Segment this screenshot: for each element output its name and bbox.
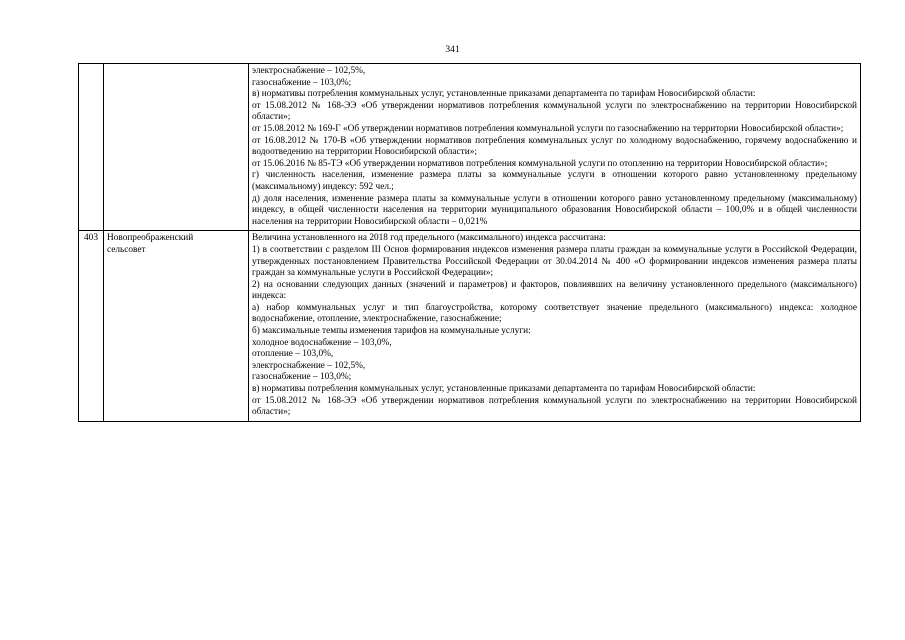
description-paragraph: отопление – 103,0%, bbox=[252, 349, 334, 360]
row-number-cell: 403 bbox=[79, 231, 104, 422]
row-number-cell bbox=[79, 64, 104, 231]
table-row bbox=[79, 64, 861, 231]
description-paragraph: г) численность населения, изменение размера платы за коммунальные услуги в отношении которого равно установленному предельному (максимальному) индексу: 592 чел.; bbox=[252, 170, 857, 192]
description-paragraph: в) нормативы потребления коммунальных услуг, установленные приказами департамента по тарифам Новосибирской области: bbox=[252, 89, 756, 100]
description-paragraph: б) максимальные темпы изменения тарифов на коммунальные услуги: bbox=[252, 326, 531, 337]
description-paragraph: 2) на основании следующих данных (значений и параметров) и факторов, повлиявших на величину установленного предельного (максимального) индекса: bbox=[252, 279, 857, 302]
municipality-name-cell bbox=[104, 64, 249, 231]
description-paragraph: от 15.06.2016 № 85-ТЭ «Об утверждении нормативов потребления коммунальной услуги по отоплению на территории Новосибирской области»; bbox=[252, 158, 828, 169]
description-paragraph: от 15.08.2012 № 168-ЭЭ «Об утверждении нормативов потребления коммунальной услуги по электроснабжению на территории Новосибирской области»; bbox=[252, 100, 857, 123]
description-paragraph: электроснабжение – 102,5%, bbox=[252, 66, 366, 76]
municipality-name-cell bbox=[104, 231, 249, 422]
description-paragraph: холодное водоснабжение – 103,0%, bbox=[252, 337, 392, 348]
description-paragraph: а) набор коммунальных услуг и тип благоустройства, которому соответствует значение предельного (максимального) индекса: холодное водоснабжение, отопление, электроснабжение, газоснабжение; bbox=[252, 302, 857, 325]
description-paragraph: 1) в соответствии с разделом III Основ формирования индексов изменения размера платы граждан за коммунальные услуги в Российской Федерации, утвержденных постановлением Правительства Российской Федерации от 30.04.2014 № 400 «О формировании индексов изменения размера платы граждан за коммунальные услуги в Российской Федерации»; bbox=[252, 244, 857, 279]
table-row bbox=[79, 231, 861, 422]
document-table bbox=[78, 63, 861, 422]
description-paragraph: Величина установленного на 2018 год предельного (максимального) индекса рассчитана: bbox=[252, 233, 606, 244]
description-paragraph: электроснабжение – 102,5%, bbox=[252, 360, 366, 371]
table-body bbox=[79, 64, 861, 422]
description-paragraph: газоснабжение – 103,0%; bbox=[252, 372, 352, 383]
description-paragraph: от 15.08.2012 № 169-Г «Об утверждении нормативов потребления коммунальной услуги по газоснабжению на территории Новосибирской области»; bbox=[252, 123, 844, 134]
description-paragraph: от 15.08.2012 № 168-ЭЭ «Об утверждении нормативов потребления коммунальной услуги по электроснабжению на территории Новосибирской области»; bbox=[252, 395, 857, 418]
description-paragraph: в) нормативы потребления коммунальных услуг, установленные приказами департамента по тарифам Новосибирской области: bbox=[252, 384, 756, 395]
description-paragraph: от 16.08.2012 № 170-В «Об утверждении нормативов потребления коммунальных услуг по холодному водоснабжению, горячему водоснабжению и водоотведению на территории Новосибирской области»; bbox=[252, 135, 857, 158]
page-number: 341 bbox=[445, 45, 460, 55]
municipality-name-line: сельсовет bbox=[107, 244, 146, 255]
description-paragraph: д) доля населения, изменение размера платы за коммунальные услуги в отношении которого равно установленному предельному (максимальному) индексу, в общей численности населения на территории муниципального образования Новосибирской области – 100,0% и в общей численности населения на территории Новосибирской области – 0,021% bbox=[252, 193, 857, 227]
description-cell bbox=[249, 64, 861, 231]
description-cell bbox=[249, 231, 861, 422]
description-paragraph: газоснабжение – 103,0%; bbox=[252, 77, 352, 88]
municipality-name-line: Новопреображенский bbox=[107, 233, 194, 244]
